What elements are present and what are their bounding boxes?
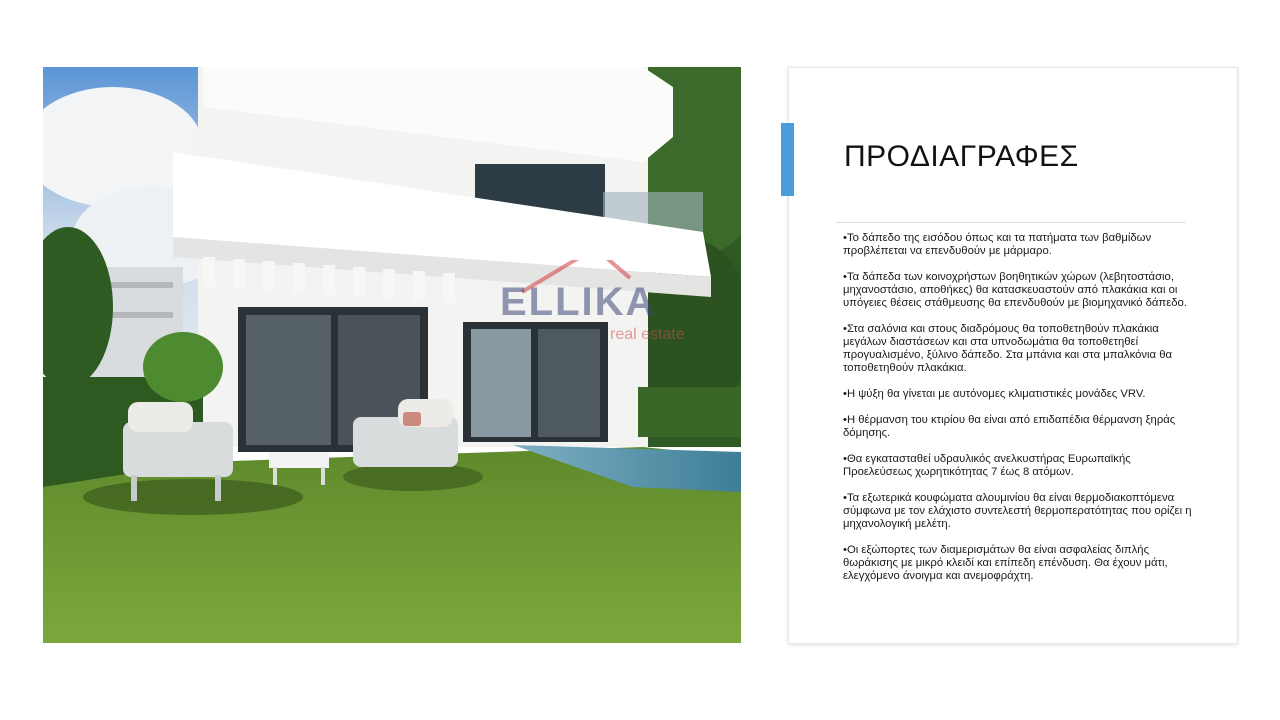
spec-item: •Θα εγκατασταθεί υδραυλικός ανελκυστήρας Ευρωπαϊκής Προελεύσεως χωρητικότητας 7 έως 8 ατόμων. bbox=[843, 453, 1131, 478]
watermark-brand: ELLIKA bbox=[500, 280, 657, 324]
page-title: ΠΡΟΔΙΑΓΡΑΦΕΣ bbox=[844, 140, 1079, 173]
watermark-subtitle: real estate bbox=[610, 326, 685, 343]
spec-item: •Η ψύξη θα γίνεται με αυτόνομες κλιματιστικές μονάδες VRV. bbox=[843, 388, 1146, 400]
spec-item: •Στα σαλόνια και στους διαδρόμους θα τοποθετηθούν πλακάκια μεγάλων διαστάσεων και στα υπνοδωμάτια θα τοποθετηθεί προγυαλισμένο, ξύλινο δάπεδο. Στα μπάνια και στα μπαλκόνια θα τοποθετηθούν πλακάκια. bbox=[843, 323, 1173, 374]
spec-item: •Οι εξώπορτες των διαμερισμάτων θα είναι ασφαλείας διπλής θωράκισης με μικρό κλειδί και επίπεδη επένδυση. Θα έχουν μάτι, ελεγχόμενο άνοιγμα και ανεμοφράχτη. bbox=[843, 544, 1168, 582]
accent-bar bbox=[781, 123, 794, 196]
spec-item: •Τα δάπεδα των κοινοχρήστων βοηθητικών χώρων (λεβητοστάσιο, μηχανοστάσιο, αποθήκες) θα κατασκευαστούν από πλακάκια και οι υπόγειες θέσεις στάθμευσης θα επενδυθούν με βιομηχανικό δάπεδο. bbox=[843, 271, 1187, 309]
specs-list bbox=[843, 232, 1193, 596]
house-render-image bbox=[43, 67, 741, 643]
title-divider bbox=[836, 222, 1186, 223]
spec-item: •Τα εξωτερικά κουφώματα αλουμινίου θα είναι θερμοδιακοπτόμενα σύμφωνα με τον ελάχιστο συντελεστή θερμοπερατότητας που ορίζει η μηχανολογική μελέτη. bbox=[843, 492, 1192, 530]
spec-item: •Το δάπεδο της εισόδου όπως και τα πατήματα των βαθμίδων προβλέπεται να επενδυθούν με μάρμαρο. bbox=[843, 232, 1152, 257]
spec-item: •Η θέρμανση του κτιρίου θα είναι από επιδαπέδια θέρμανση ξηράς δόμησης. bbox=[843, 414, 1176, 439]
